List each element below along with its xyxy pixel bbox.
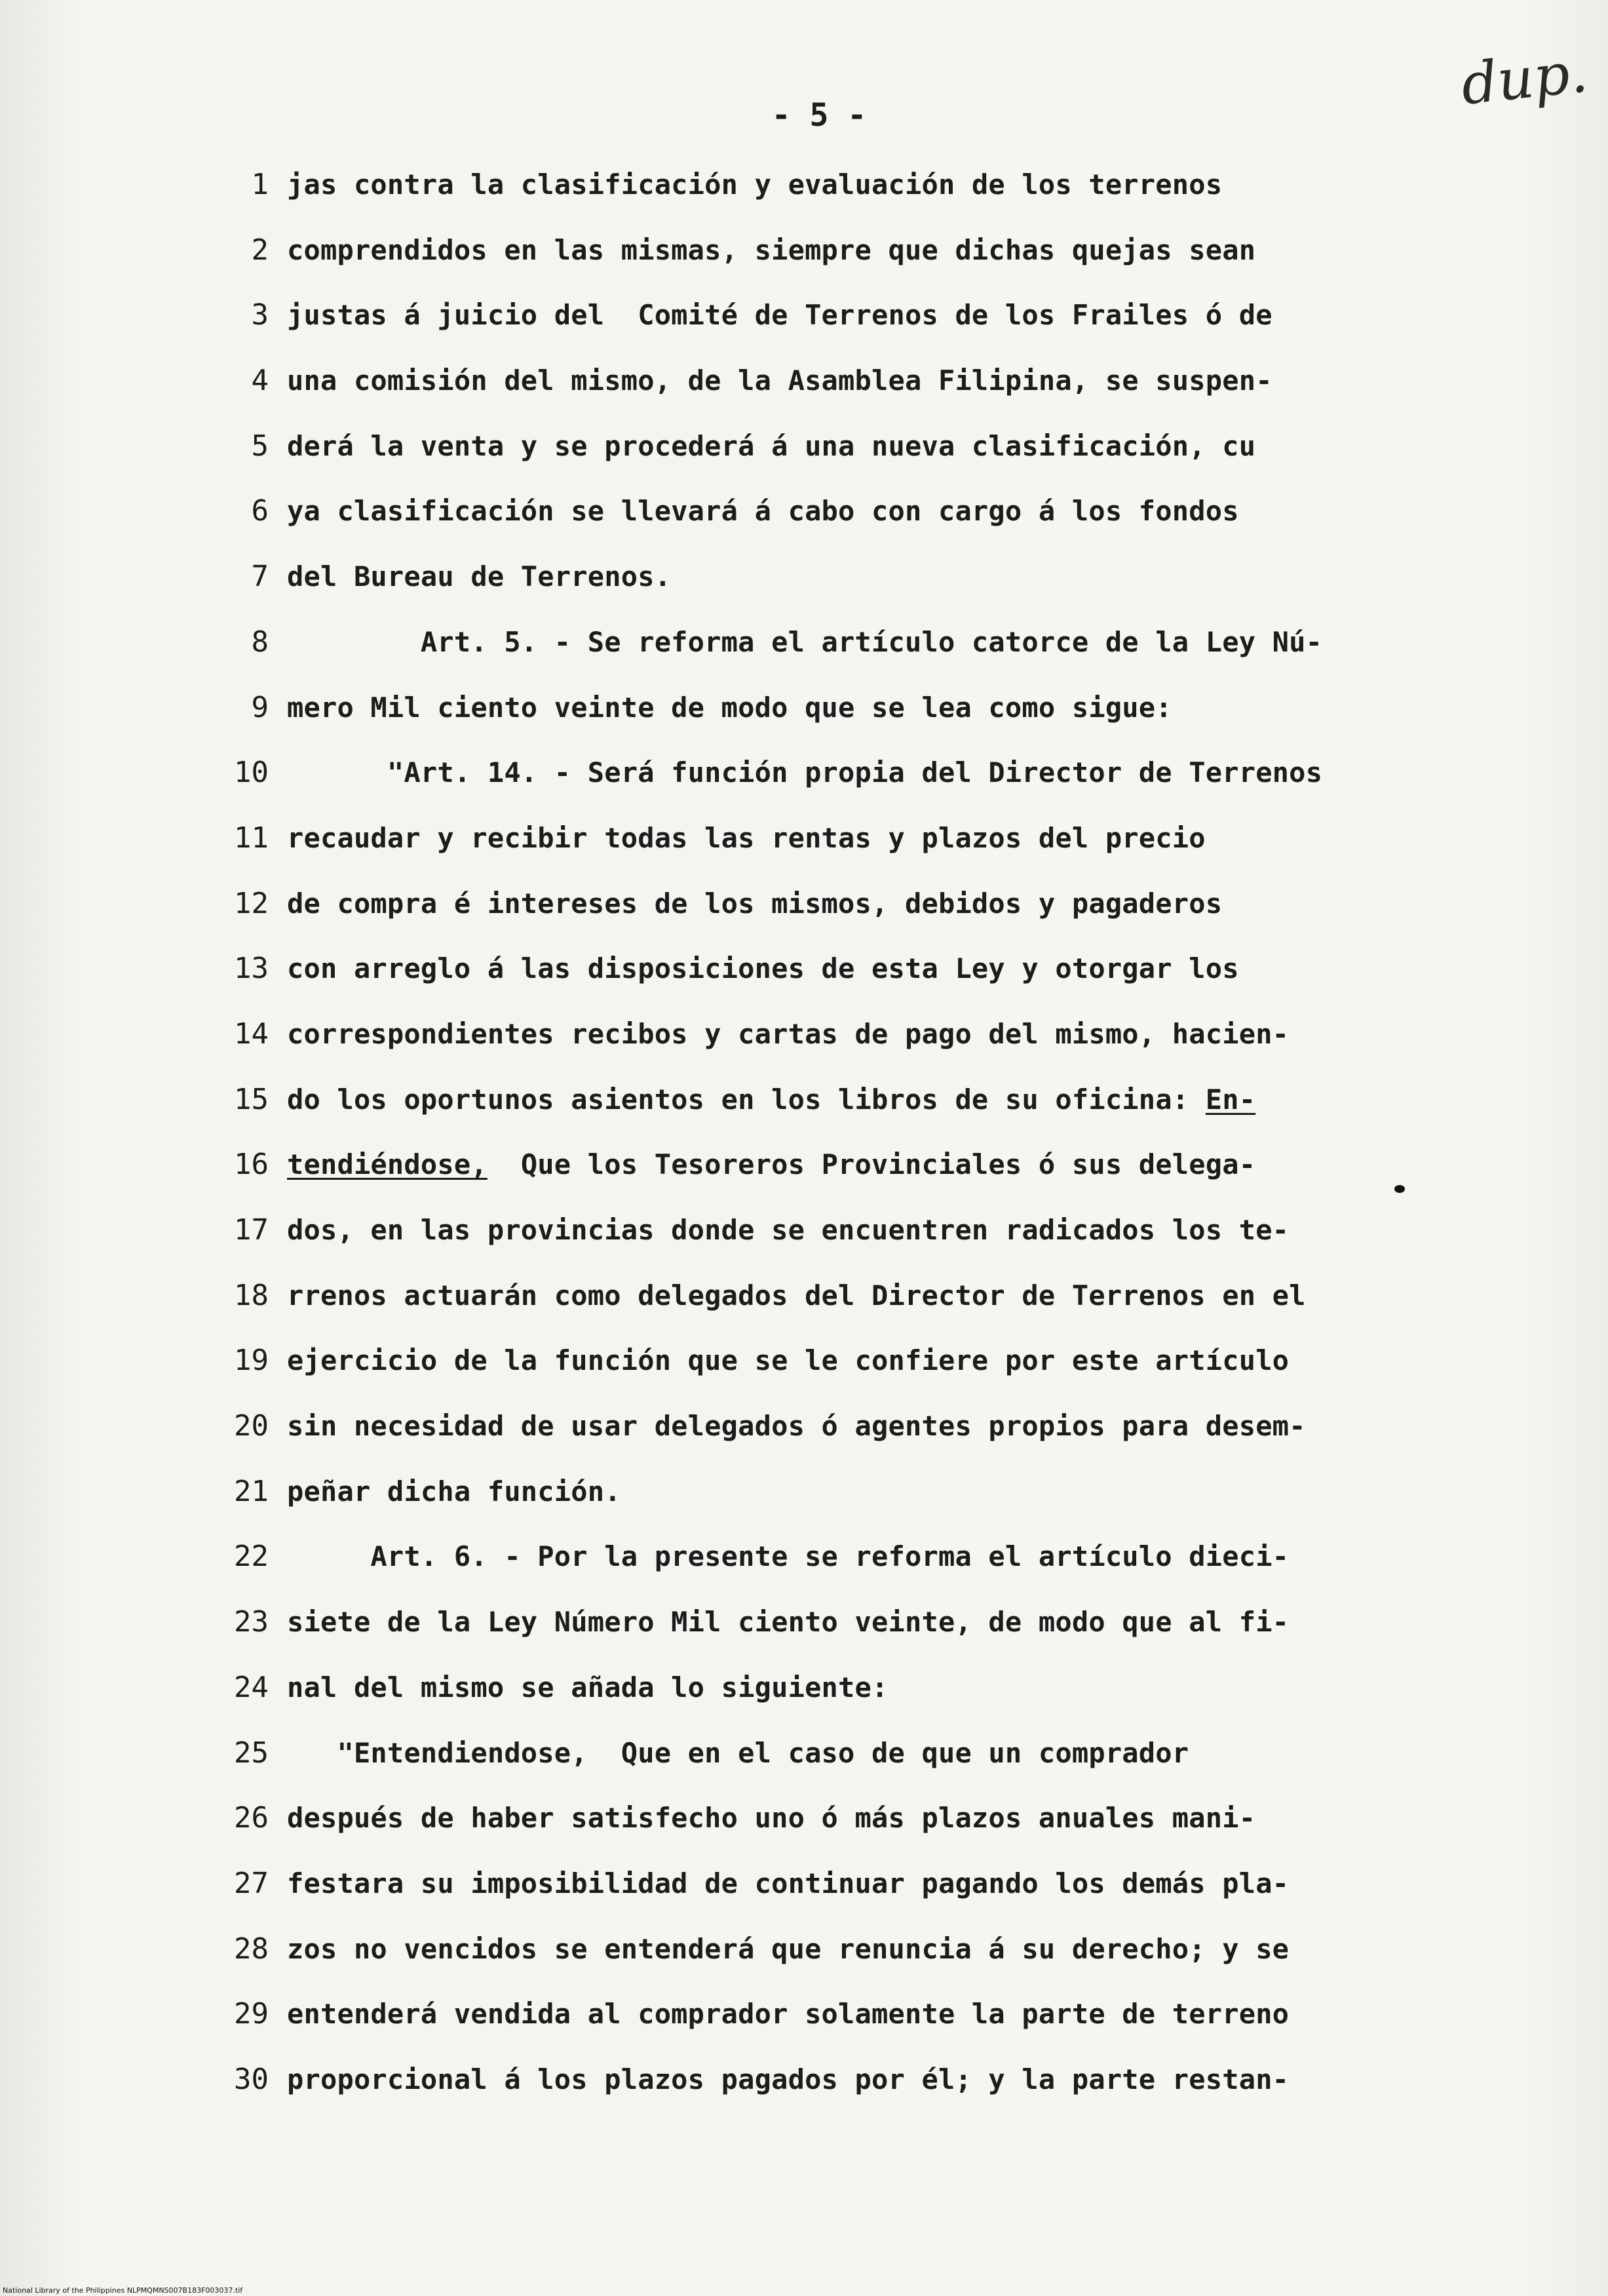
text-segment: siete de la Ley Número Mil ciento veinte, de modo que al fi- [287, 1606, 1290, 1639]
text-line [287, 1080, 1362, 1146]
text-segment: zos no vencidos se entenderá que renuncia á su derecho; y se [287, 1932, 1290, 1965]
text-segment: mero Mil ciento veinte de modo que se lea como sigue: [287, 691, 1172, 724]
text-line [287, 1994, 1362, 2060]
text-line [287, 1015, 1362, 1080]
text-segment: recaudar y recibir todas las rentas y plazos del precio [287, 821, 1206, 854]
text-segment: después de haber satisfecho uno ó más plazos anuales mani- [287, 1802, 1256, 1835]
text-line [287, 884, 1362, 950]
text-line [287, 1537, 1362, 1603]
line-number: 23 [234, 1605, 269, 1639]
text-line [287, 557, 1362, 623]
line-number: 18 [234, 1278, 269, 1312]
line-number: 27 [234, 1866, 269, 1900]
line-number: 26 [234, 1801, 269, 1835]
text-line [287, 819, 1362, 884]
line-number-column [197, 165, 275, 2126]
line-number: 9 [251, 690, 269, 724]
text-line [287, 753, 1362, 819]
text-line [287, 427, 1362, 492]
line-number: 20 [234, 1409, 269, 1443]
text-line [287, 296, 1362, 361]
line-number: 19 [234, 1344, 269, 1378]
text-segment: Art. 5. - Se reforma el artículo catorce de la Ley Nú- [287, 625, 1323, 658]
text-segment: dos, en las provincias donde se encuentren radicados los te- [287, 1214, 1290, 1246]
line-number: 10 [234, 756, 269, 790]
line-number: 29 [234, 1997, 269, 2031]
text-segment: sin necesidad de usar delegados ó agentes propios para desem- [287, 1410, 1306, 1443]
text-segment: jas contra la clasificación y evaluación de los terrenos [287, 168, 1223, 201]
text-segment: rrenos actuarán como delegados del Director de Terrenos en el [287, 1279, 1306, 1312]
underlined-text: En- [1205, 1083, 1256, 1116]
text-segment: peñar dicha función. [287, 1475, 621, 1508]
line-number: 2 [251, 233, 269, 267]
text-segment: ejercicio de la función que se le confiere por este artículo [287, 1344, 1290, 1377]
text-segment: entenderá vendida al comprador solamente la parte de terreno [287, 1998, 1290, 2031]
text-segment: do los oportunos asientos en los libros de su oficina: [287, 1083, 1206, 1116]
line-number: 6 [251, 494, 269, 528]
line-number: 28 [234, 1932, 269, 1966]
text-segment: Que los Tesoreros Provinciales ó sus delega- [487, 1148, 1256, 1181]
line-number: 12 [234, 886, 269, 920]
line-number: 16 [234, 1148, 269, 1182]
text-segment: del Bureau de Terrenos. [287, 560, 672, 593]
line-number: 17 [234, 1213, 269, 1247]
text-segment: nal del mismo se añada lo siguiente: [287, 1671, 889, 1703]
text-segment: proporcional á los plazos pagados por él; y la parte restan- [287, 2063, 1290, 2095]
text-line [287, 1145, 1362, 1211]
line-number: 22 [234, 1540, 269, 1574]
text-line [287, 231, 1362, 296]
text-line [287, 1603, 1362, 1668]
text-segment: Art. 6. - Por la presente se reforma el artículo dieci- [287, 1540, 1290, 1573]
underlined-text: tendiéndose, [287, 1148, 488, 1181]
text-segment: con arreglo á las disposiciones de esta Ley y otorgar los [287, 952, 1239, 985]
text-segment: festara su imposibilidad de continuar pagando los demás pla- [287, 1867, 1290, 1899]
line-number: 1 [251, 168, 269, 201]
text-segment: de compra é intereses de los mismos, debidos y pagaderos [287, 887, 1223, 920]
page-number: - 5 - [771, 97, 867, 134]
document-body [287, 165, 1362, 2126]
line-number: 8 [251, 625, 269, 659]
text-line [287, 623, 1362, 688]
text-segment: derá la venta y se procederá á una nueva clasificación, cu [287, 429, 1256, 462]
text-line [287, 2060, 1362, 2126]
text-line [287, 1799, 1362, 1864]
line-number: 4 [251, 364, 269, 398]
text-line [287, 1668, 1362, 1734]
text-line [287, 1864, 1362, 1930]
handwritten-annotation: dup. [1458, 39, 1591, 118]
text-line [287, 1407, 1362, 1472]
text-segment: ya clasificación se llevará á cabo con cargo á los fondos [287, 495, 1239, 528]
line-number: 14 [234, 1017, 269, 1051]
line-number: 7 [251, 560, 269, 594]
text-segment: "Entendiendose, Que en el caso de que un comprador [287, 1736, 1189, 1769]
line-number: 30 [234, 2062, 269, 2096]
text-line [287, 1341, 1362, 1407]
text-line [287, 1930, 1362, 1995]
text-line [287, 1211, 1362, 1276]
text-segment: una comisión del mismo, de la Asamblea Filipina, se suspen- [287, 364, 1273, 397]
text-line [287, 1472, 1362, 1538]
text-segment: correspondientes recibos y cartas de pago del mismo, hacien- [287, 1017, 1290, 1050]
text-segment: comprendidos en las mismas, siempre que dichas quejas sean [287, 233, 1256, 266]
archive-footer: National Library of the Philippines NLPMQMNS007B183F003037.tif [3, 2286, 243, 2295]
text-segment: "Art. 14. - Será función propia del Director de Terrenos [287, 756, 1323, 789]
line-number: 21 [234, 1474, 269, 1508]
ink-mark [1394, 1185, 1405, 1193]
text-line [287, 492, 1362, 557]
line-number: 5 [251, 429, 269, 463]
text-line [287, 1276, 1362, 1342]
text-line [287, 949, 1362, 1015]
line-number: 3 [251, 298, 269, 332]
text-line [287, 361, 1362, 427]
text-line [287, 1734, 1362, 1799]
text-line [287, 165, 1362, 231]
line-number: 11 [234, 821, 269, 855]
line-number: 15 [234, 1082, 269, 1116]
text-segment: justas á juicio del Comité de Terrenos de los Frailes ó de [287, 299, 1273, 332]
line-number: 25 [234, 1736, 269, 1770]
line-number: 13 [234, 952, 269, 986]
line-number: 24 [234, 1670, 269, 1704]
text-line [287, 688, 1362, 754]
